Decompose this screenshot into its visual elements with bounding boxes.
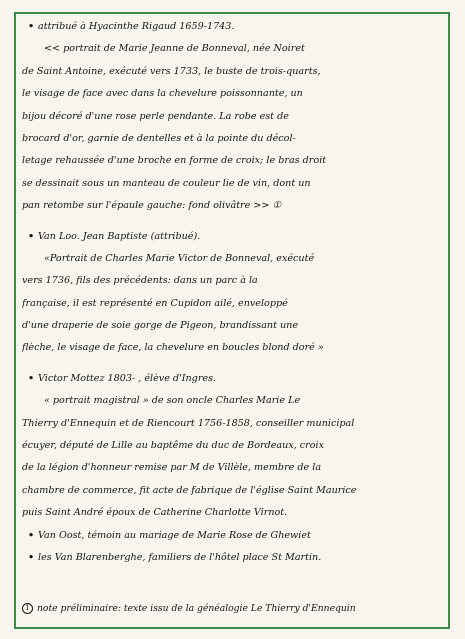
footnote-text: note préliminaire: texte issu de la généalogie Le Thierry d'Ennequin	[37, 603, 356, 614]
bullet-icon: •	[28, 21, 35, 32]
entry-line: française, il est représenté en Cupidon ailé, enveloppé	[22, 297, 288, 309]
entry-line: bijou décoré d'une rose perle pendante. La robe est de	[22, 110, 289, 122]
entry-line: de Saint Antoine, exécuté vers 1733, le buste de trois-quarts,	[22, 65, 321, 77]
footnote-marker: 1	[22, 603, 33, 614]
entry-heading: • les Van Blarenberghe, familiers de l'hôtel place St Martin.	[22, 547, 442, 569]
entry-heading: • Van Loo. Jean Baptiste (attribué).	[22, 226, 442, 248]
entry-line: se dessinait sous un manteau de couleur lie de vin, dont un	[22, 177, 311, 189]
entry-line: pan retombe sur l'épaule gauche: fond olivâtre >> ①	[22, 200, 282, 212]
entry-heading: • Victor Mottez 1803- , élève d'Ingres.	[22, 368, 442, 390]
entry-line: vers 1736, fils des précédents: dans un parc à la	[22, 275, 258, 287]
entry-line: letage rehaussée d'une broche en forme de croix; le bras droit	[22, 155, 327, 167]
entry-heading: • attribué à Hyacinthe Rigaud 1659-1743.	[22, 16, 442, 38]
bullet-icon: •	[28, 529, 35, 541]
entry-line: « portrait magistral » de son oncle Charles Marie Le	[44, 395, 301, 407]
entry-line: flèche, le visage de face, la chevelure en boucles blond doré »	[22, 342, 324, 354]
footnote	[22, 603, 442, 614]
entry-line: << portrait de Marie Jeanne de Bonneval, née Noiret	[44, 43, 305, 55]
entry-heading: • Van Oost, témoin au mariage de Marie Rose de Ghewiet	[22, 525, 442, 547]
bullet-icon: •	[28, 372, 35, 384]
entry-line: écuyer, député de Lille au baptême du duc de Bordeaux, croix	[22, 440, 324, 452]
entry-line: d'une draperie de soie gorge de Pigeon, brandissant une	[22, 320, 299, 332]
manuscript-body	[22, 16, 442, 569]
entry-line: puis Saint André époux de Catherine Charlotte Virnot.	[22, 507, 288, 519]
entry-line: chambre de commerce, fit acte de fabrique de l'église Saint Maurice	[22, 484, 357, 496]
bullet-icon: •	[28, 551, 35, 563]
entry-line: «Portrait de Charles Marie Victor de Bonneval, exécuté	[44, 252, 315, 264]
entry-line: brocard d'or, garnie de dentelles et à la pointe du décol-	[22, 132, 296, 144]
bullet-icon: •	[28, 230, 35, 242]
entry-line: de la légion d'honneur remise par M de Villèle, membre de la	[22, 462, 322, 474]
entry-line: le visage de face avec dans la chevelure poissonnante, un	[22, 88, 303, 100]
entry-line: Thierry d'Ennequin et de Riencourt 1756-1858, conseiller municipal	[22, 417, 355, 429]
